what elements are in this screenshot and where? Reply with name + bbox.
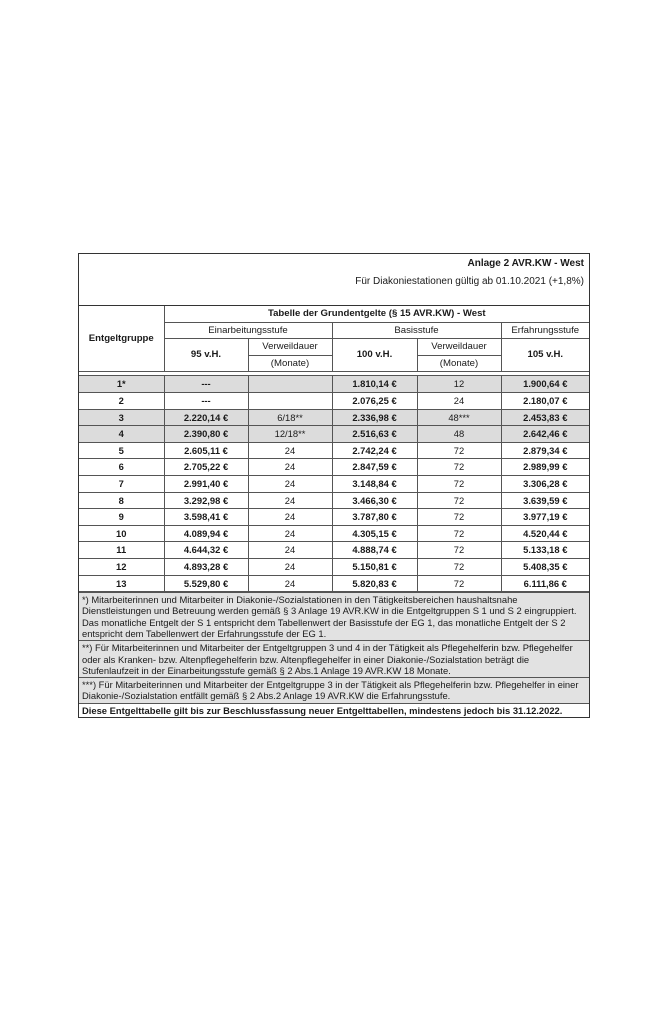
pct-header-100: 100 v.H. [332,339,417,372]
cell-105: 2.989,99 € [501,459,589,476]
cell-group: 6 [79,459,164,476]
cell-dwell-1: 24 [248,459,332,476]
cell-dwell-2: 72 [417,558,501,575]
table-row [79,376,589,393]
cell-dwell-2: 12 [417,376,501,393]
cell-95: 5.529,80 € [164,575,248,592]
cell-95: 2.605,11 € [164,442,248,459]
cell-105: 6.111,86 € [501,575,589,592]
cell-105: 2.453,83 € [501,409,589,426]
footnotes [79,592,589,717]
table-row [79,459,589,476]
pct-header-95: 95 v.H. [164,339,248,372]
cell-group: 2 [79,392,164,409]
cell-dwell-1: 24 [248,558,332,575]
cell-dwell-2: 48 [417,426,501,443]
table-row [79,558,589,575]
table-row [79,475,589,492]
table-body [79,376,589,592]
dwell-header-2: Verweildauer [417,339,501,356]
cell-group: 1* [79,376,164,393]
annex-title: Anlage 2 AVR.KW - West [467,258,584,269]
cell-95: 2.991,40 € [164,475,248,492]
cell-100: 3.466,30 € [332,492,417,509]
table-row [79,442,589,459]
cell-95: 2.705,22 € [164,459,248,476]
cell-95: 3.292,98 € [164,492,248,509]
table-row [79,542,589,559]
cell-95: 2.220,14 € [164,409,248,426]
cell-group: 12 [79,558,164,575]
cell-group: 4 [79,426,164,443]
cell-95: 4.644,32 € [164,542,248,559]
cell-100: 4.888,74 € [332,542,417,559]
table-row [79,392,589,409]
cell-105: 4.520,44 € [501,525,589,542]
stage-header-einarbeitung: Einarbeitungsstufe [164,322,332,339]
cell-dwell-1: 24 [248,509,332,526]
cell-group: 3 [79,409,164,426]
cell-dwell-1: 24 [248,492,332,509]
cell-95: 4.893,28 € [164,558,248,575]
cell-dwell-1 [248,392,332,409]
cell-100: 2.516,63 € [332,426,417,443]
table-row [79,525,589,542]
cell-105: 3.977,19 € [501,509,589,526]
stage-header-basis: Basisstufe [332,322,501,339]
pct-header-105: 105 v.H. [501,339,589,372]
cell-group: 8 [79,492,164,509]
months-header-1: (Monate) [248,355,332,372]
cell-group: 7 [79,475,164,492]
cell-100: 1.810,14 € [332,376,417,393]
table-row [79,492,589,509]
table-row [79,409,589,426]
dwell-header-1: Verweildauer [248,339,332,356]
cell-dwell-1: 24 [248,542,332,559]
group-column-header: Entgeltgruppe [79,306,164,372]
cell-100: 2.847,59 € [332,459,417,476]
cell-dwell-1: 12/18** [248,426,332,443]
cell-dwell-2: 72 [417,525,501,542]
cell-105: 1.900,64 € [501,376,589,393]
table-row [79,575,589,592]
cell-group: 13 [79,575,164,592]
cell-95: --- [164,392,248,409]
cell-dwell-1: 24 [248,442,332,459]
cell-dwell-2: 72 [417,442,501,459]
cell-105: 2.879,34 € [501,442,589,459]
cell-95: 2.390,80 € [164,426,248,443]
cell-dwell-2: 48*** [417,409,501,426]
validity-subtitle: Für Diakoniestationen gültig ab 01.10.2021 (+1,8%) [355,276,584,287]
footnote: *) Mitarbeiterinnen und Mitarbeiter in Diakonie-/Sozialstationen in den Tätigkeitsbereichen haushaltsnahe Dienstleistungen und Betreuung werden gemäß § 3 Anlage 19 AVR.KW in die Entgeltgruppen S 1 und S 2 eingruppiert. Das monatliche Entgelt der S 1 entspricht dem Tabellenwert der Basisstufe der EG 1, das monatliche Entgelt der S 2 entspricht dem Tabellenwert der Erfahrungsstufe der EG 1. [79,592,589,640]
cell-95: --- [164,376,248,393]
cell-100: 4.305,15 € [332,525,417,542]
cell-100: 2.076,25 € [332,392,417,409]
table-row [79,426,589,443]
cell-105: 3.639,59 € [501,492,589,509]
cell-dwell-1: 6/18** [248,409,332,426]
table-caption: Tabelle der Grundentgelte (§ 15 AVR.KW) - West [164,306,589,322]
cell-105: 2.642,46 € [501,426,589,443]
cell-dwell-1: 24 [248,525,332,542]
cell-dwell-2: 72 [417,575,501,592]
months-header-2: (Monate) [417,355,501,372]
cell-105: 2.180,07 € [501,392,589,409]
cell-group: 10 [79,525,164,542]
cell-dwell-2: 72 [417,459,501,476]
cell-dwell-2: 72 [417,492,501,509]
salary-table [79,306,589,592]
cell-dwell-2: 72 [417,542,501,559]
cell-dwell-1 [248,376,332,393]
cell-dwell-2: 72 [417,475,501,492]
cell-group: 9 [79,509,164,526]
cell-group: 11 [79,542,164,559]
sheet-header [79,254,589,306]
cell-100: 3.787,80 € [332,509,417,526]
cell-100: 2.336,98 € [332,409,417,426]
footnote: **) Für Mitarbeiterinnen und Mitarbeiter der Entgeltgruppen 3 und 4 in der Tätigkeit als Pflegehelferin bzw. Pflegehelfer oder als Kranken- bzw. Altenpflegehelferin bzw. Altenpflegehelfer in einer Diakonie-/Sozialstation beträgt die Stufenlaufzeit in der Einarbeitungsstufe gemäß § 2 Abs.1 Anlage 19 AVR.KW 18 Monate. [79,640,589,677]
cell-group: 5 [79,442,164,459]
footnote: Diese Entgelttabelle gilt bis zur Beschlussfassung neuer Entgelttabellen, mindestens jedoch bis 31.12.2022. [79,703,589,717]
cell-105: 5.408,35 € [501,558,589,575]
cell-100: 3.148,84 € [332,475,417,492]
cell-dwell-1: 24 [248,575,332,592]
cell-dwell-2: 24 [417,392,501,409]
cell-dwell-1: 24 [248,475,332,492]
cell-dwell-2: 72 [417,509,501,526]
footnote: ***) Für Mitarbeiterinnen und Mitarbeiter der Entgeltgruppe 3 in der Tätigkeit als Pflegehelferin bzw. Pflegehelfer in einer Diakonie-/Sozialstation entfällt gemäß § 2 Abs.2 Anlage 19 AVR.KW die Erfahrungsstufe. [79,677,589,703]
cell-95: 4.089,94 € [164,525,248,542]
cell-100: 5.150,81 € [332,558,417,575]
cell-105: 3.306,28 € [501,475,589,492]
salary-table-sheet [78,253,590,718]
cell-95: 3.598,41 € [164,509,248,526]
cell-100: 5.820,83 € [332,575,417,592]
cell-105: 5.133,18 € [501,542,589,559]
table-row [79,509,589,526]
cell-100: 2.742,24 € [332,442,417,459]
stage-header-erfahrung: Erfahrungsstufe [501,322,589,339]
